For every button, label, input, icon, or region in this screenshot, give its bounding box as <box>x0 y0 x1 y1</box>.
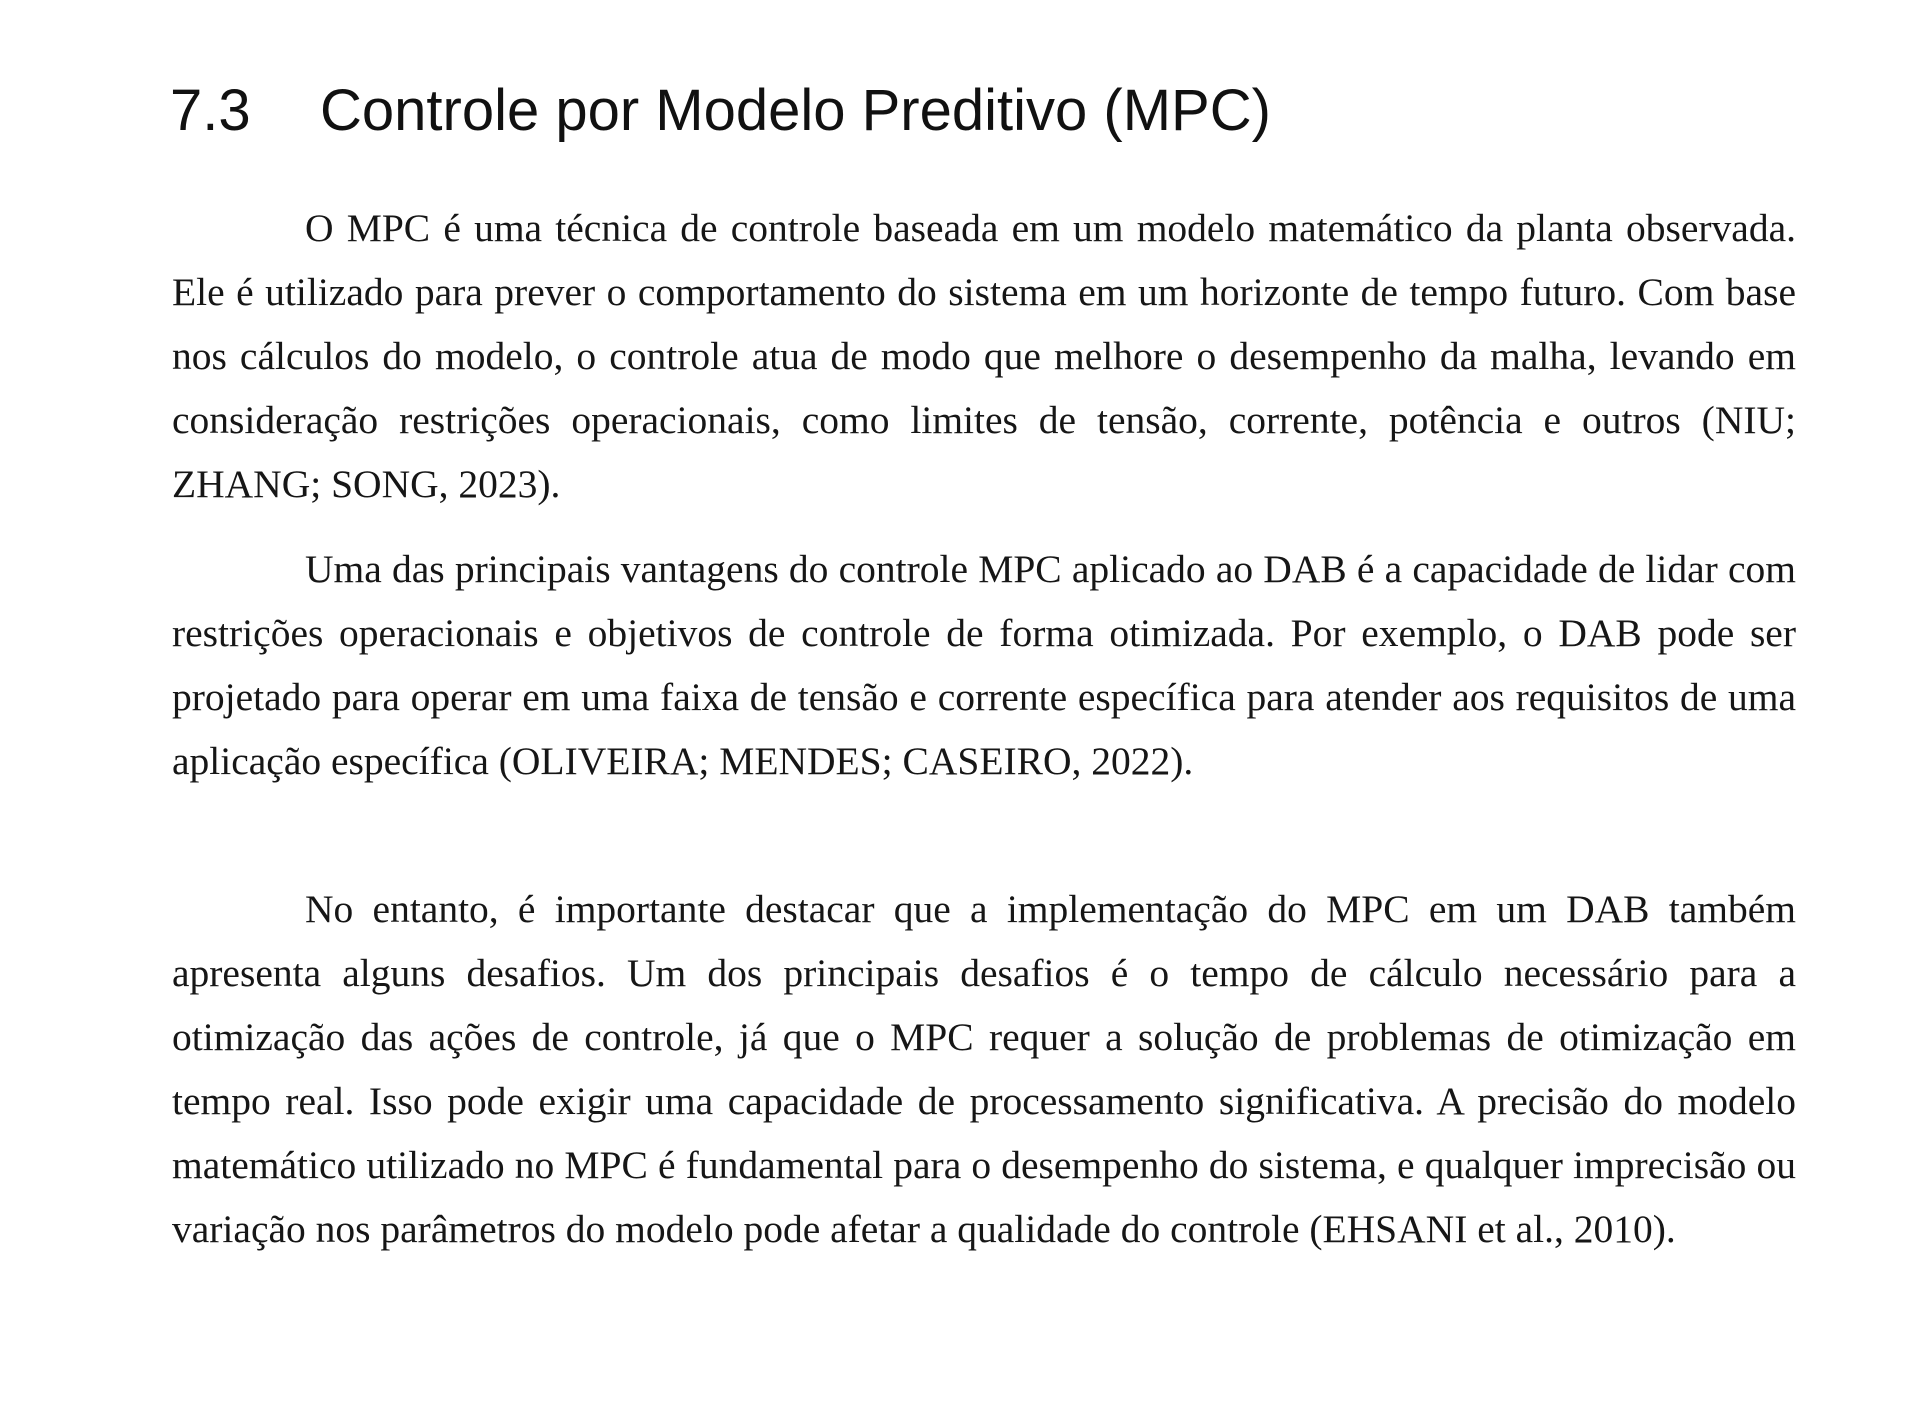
section-number: 7.3 <box>170 78 251 143</box>
section-title: Controle por Modelo Preditivo (MPC) <box>320 78 1271 143</box>
paragraph-mpc-advantages: Uma das principais vantagens do controle MPC aplicado ao DAB é a capacidade de lidar com restrições operacionais e objetivos de controle de forma otimizada. Por exemplo, o DAB pode ser projetado para operar em uma faixa de tensão e corrente específica para atender aos requisitos de uma aplicação específica (OLIVEIRA; MENDES; CASEIRO, 2022). <box>172 547 1796 783</box>
paragraph-mpc-definition: O MPC é uma técnica de controle baseada em um modelo matemático da planta observada. Ele é utilizado para prever o comportamento do sistema em um horizonte de tempo futuro. Com base nos cálculos do modelo, o controle atua de modo que melhore o desempenho da malha, levando em consideração restrições operacionais, como limites de tensão, corrente, potência e outros (NIU; ZHANG; SONG, 2023). <box>172 206 1796 506</box>
section-heading <box>170 70 1271 152</box>
paragraph-mpc-challenges: No entanto, é importante destacar que a implementação do MPC em um DAB também apresenta alguns desafios. Um dos principais desafios é o tempo de cálculo necessário para a otimização das ações de controle, já que o MPC requer a solução de problemas de otimização em tempo real. Isso pode exigir uma capacidade de processamento significativa. A precisão do modelo matemático utilizado no MPC é fundamental para o desempenho do sistema, e qualquer imprecisão ou variação nos parâmetros do modelo pode afetar a qualidade do controle (EHSANI et al., 2010). <box>172 887 1796 1251</box>
